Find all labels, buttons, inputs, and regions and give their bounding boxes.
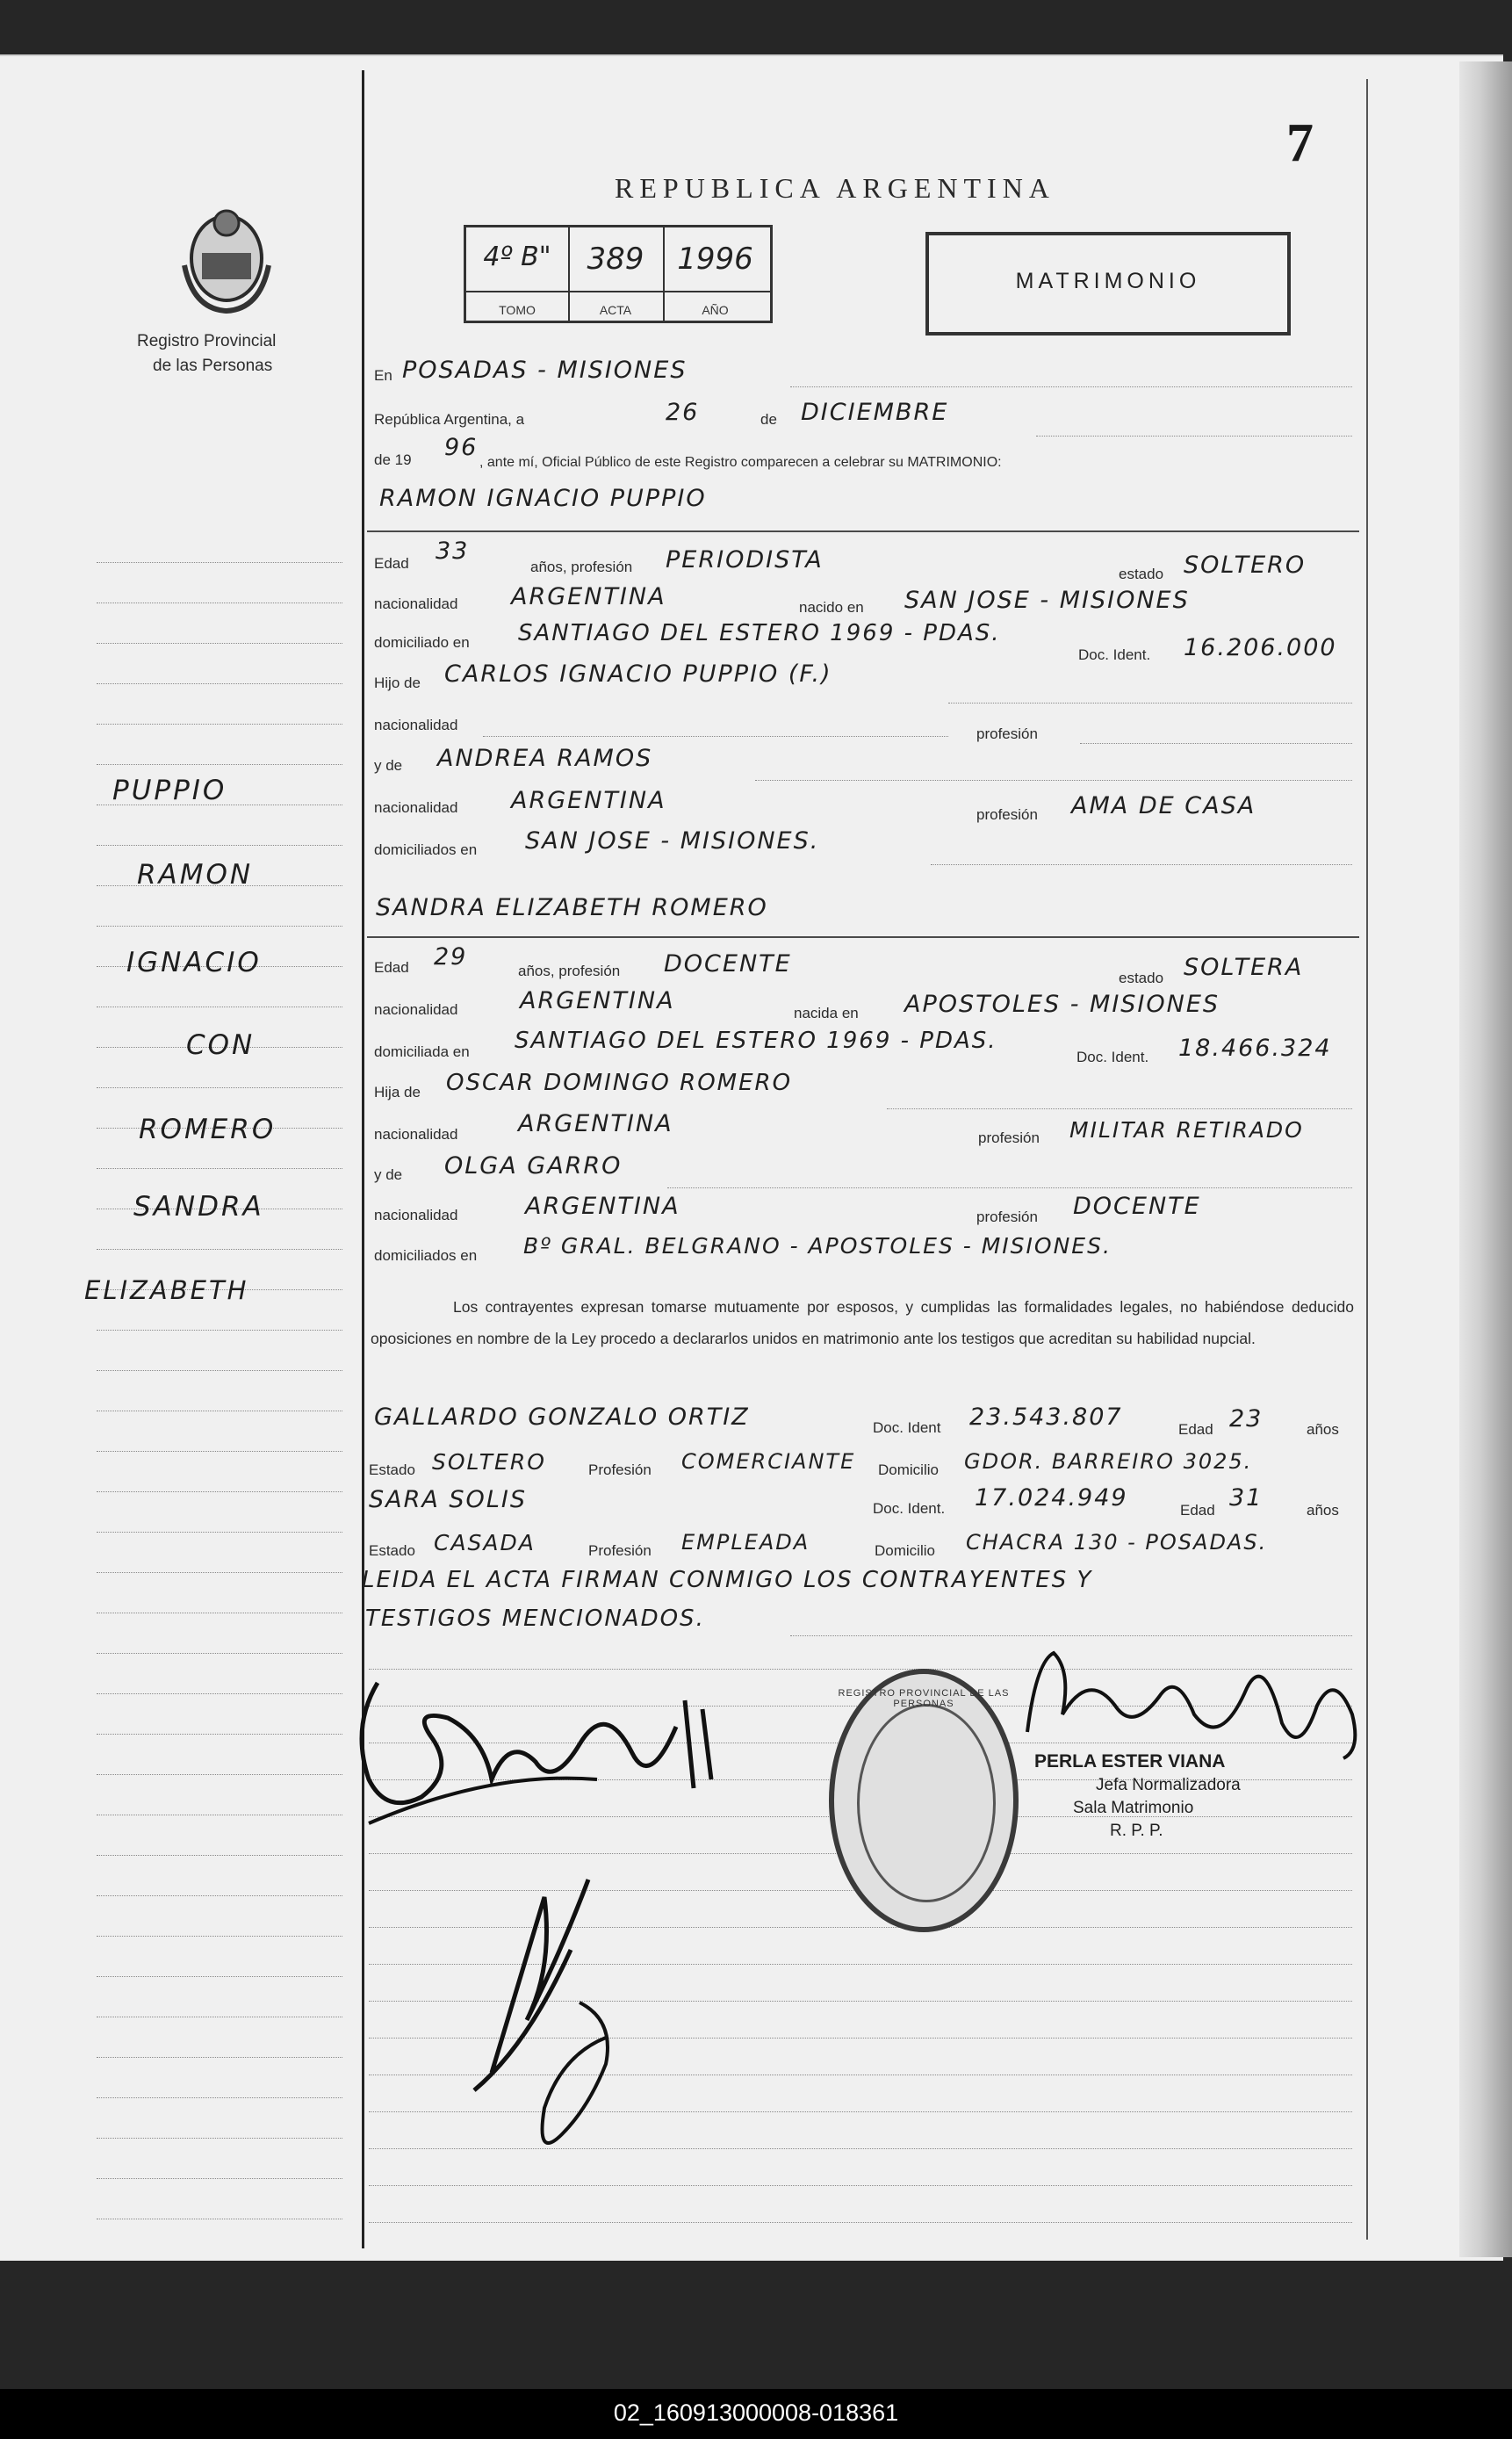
- margin-rule-line: [97, 1936, 342, 1937]
- witness-1-name: GALLARDO GONZALO ORTIZ: [374, 1404, 750, 1431]
- groom-nacido-label: nacido en: [799, 599, 864, 616]
- margin-rule-line: [97, 845, 342, 847]
- margin-rule-line: [97, 2017, 342, 2018]
- right-margin-line: [1366, 79, 1368, 2240]
- intro-month: DICIEMBRE: [801, 399, 949, 426]
- margin-rule-line: [97, 1168, 342, 1170]
- closing-line-1: LEIDA EL ACTA FIRMAN CONMIGO LOS CONTRAYENTES Y: [362, 1567, 1093, 1593]
- margin-rule-line: [97, 2138, 342, 2140]
- margin-rule-line: [97, 1734, 342, 1735]
- groom-nacido: SAN JOSE - MISIONES: [904, 587, 1190, 614]
- witness-1-estado: SOLTERO: [432, 1449, 546, 1475]
- witness-1-edad: 23: [1229, 1405, 1264, 1432]
- margin-rule-line: [97, 1087, 342, 1089]
- officer-title-3: R. P. P.: [1110, 1822, 1163, 1840]
- margin-rule-line: [97, 2057, 342, 2059]
- bride-hija-label: Hija de: [374, 1084, 421, 1100]
- groom-edad: 33: [436, 538, 470, 565]
- year-prefix: de 19: [374, 451, 412, 468]
- groom-madre: ANDREA RAMOS: [437, 745, 653, 772]
- witness-1-anios-label: años: [1307, 1421, 1339, 1438]
- margin-rule-line: [97, 1330, 342, 1331]
- groom-doc: 16.206.000: [1184, 634, 1337, 661]
- margin-rule-line: [97, 1249, 342, 1251]
- register-page: [0, 54, 1503, 2261]
- witness-1-estado-label: Estado: [369, 1461, 415, 1478]
- witness-2-dom: CHACRA 130 - POSADAS.: [966, 1530, 1268, 1555]
- margin-rule-line: [97, 764, 342, 766]
- bride-nacida-label: nacida en: [794, 1005, 859, 1021]
- intro-declaration: , ante mí, Oficial Público de este Registro comparecen a celebrar su MATRIMONIO:: [479, 455, 1002, 470]
- volume-box: [464, 225, 773, 323]
- groom-padres-dom-label: domiciliados en: [374, 841, 478, 858]
- signature-officer: [1019, 1635, 1370, 1767]
- acta-label: ACTA: [599, 303, 632, 317]
- intro-day: 26: [666, 399, 700, 426]
- margin-name-2: RAMON: [137, 859, 254, 891]
- witness-2-estado: CASADA: [434, 1530, 536, 1555]
- footer-bar: [0, 2389, 1512, 2439]
- witness-1-prof-label: Profesión: [588, 1461, 652, 1478]
- bride-estado: SOLTERA: [1184, 954, 1304, 981]
- margin-name-6: SANDRA: [133, 1191, 264, 1223]
- margin-rule-line: [97, 1774, 342, 1776]
- margin-rule-line: [97, 1653, 342, 1655]
- bride-name: SANDRA ELIZABETH ROMERO: [376, 894, 768, 921]
- bride-doc: 18.466.324: [1178, 1035, 1332, 1062]
- groom-dom-label: domiciliado en: [374, 634, 470, 651]
- page-number: 7: [1286, 113, 1314, 173]
- margin-rule-line: [97, 1895, 342, 1897]
- margin-rule-line: [97, 1411, 342, 1412]
- closing-line-2: TESTIGOS MENCIONADOS.: [365, 1606, 705, 1632]
- intro-year: 96: [444, 434, 479, 461]
- bride-padre-nac: ARGENTINA: [518, 1110, 673, 1137]
- anio-label: AÑO: [702, 303, 729, 317]
- witness-2-doc: 17.024.949: [975, 1484, 1128, 1512]
- intro-place: POSADAS - MISIONES: [402, 357, 688, 384]
- groom-padre-nac-label: nacionalidad: [374, 717, 458, 733]
- groom-name: RAMON IGNACIO PUPPIO: [379, 485, 707, 512]
- witness-1-doc: 23.543.807: [969, 1404, 1123, 1431]
- margin-rule-line: [97, 603, 342, 604]
- witness-2-prof: EMPLEADA: [681, 1530, 810, 1555]
- coat-of-arms-icon: [176, 204, 277, 318]
- republica-label: República Argentina, a: [374, 411, 525, 428]
- signature-groom: [316, 1648, 720, 1850]
- margin-name-4: CON: [186, 1029, 256, 1061]
- margin-rule-line: [97, 1370, 342, 1372]
- bride-nac-label: nacionalidad: [374, 1001, 458, 1018]
- bride-edad: 29: [434, 943, 468, 971]
- officer-title-1: Jefa Normalizadora: [1096, 1776, 1241, 1794]
- groom-estado-label: estado: [1119, 566, 1164, 582]
- margin-rule-line: [97, 2097, 342, 2099]
- stamp-text: REGISTRO PROVINCIAL DE LAS PERSONAS: [838, 1688, 1010, 1709]
- margin-rule-line: [97, 2219, 342, 2220]
- bride-nac: ARGENTINA: [520, 987, 675, 1014]
- de-label: de: [760, 411, 777, 428]
- bride-madre-nac: ARGENTINA: [525, 1193, 680, 1220]
- witness-2-dom-label: Domicilio: [875, 1542, 935, 1559]
- witness-1-doc-label: Doc. Ident: [873, 1419, 941, 1436]
- margin-rule-line: [97, 724, 342, 725]
- en-label: En: [374, 367, 392, 384]
- groom-profesion-label: años, profesión: [530, 559, 633, 575]
- witness-2-estado-label: Estado: [369, 1542, 415, 1559]
- groom-madre-nac: ARGENTINA: [511, 787, 666, 814]
- bride-madre-nac-label: nacionalidad: [374, 1207, 458, 1223]
- groom-madre-prof: AMA DE CASA: [1071, 792, 1256, 819]
- groom-padres-dom: SAN JOSE - MISIONES.: [525, 827, 820, 855]
- anio-value: 1996: [677, 242, 753, 277]
- bride-doc-label: Doc. Ident.: [1076, 1049, 1149, 1065]
- margin-name-3: IGNACIO: [126, 947, 262, 978]
- bride-padre-prof: MILITAR RETIRADO: [1069, 1117, 1304, 1143]
- margin-rule-line: [97, 562, 342, 564]
- witness-1-edad-label: Edad: [1178, 1421, 1213, 1438]
- margin-rule-line: [97, 1693, 342, 1695]
- witness-1-dom: GDOR. BARREIRO 3025.: [964, 1449, 1253, 1474]
- margin-rule-line: [97, 1572, 342, 1574]
- document-type-box: [925, 232, 1291, 336]
- groom-madre-nac-label: nacionalidad: [374, 799, 458, 816]
- official-stamp: [829, 1669, 1019, 1932]
- groom-estado: SOLTERO: [1184, 552, 1307, 579]
- acta-value: 389: [587, 242, 644, 277]
- groom-nac-label: nacionalidad: [374, 595, 458, 612]
- groom-padre: CARLOS IGNACIO PUPPIO (F.): [444, 660, 832, 688]
- document-title: REPUBLICA ARGENTINA: [615, 172, 1055, 204]
- tomo-value: 4º B": [483, 242, 551, 272]
- margin-rule-line: [97, 926, 342, 927]
- footer-id: 02_160913000008-018361: [613, 2399, 899, 2426]
- margin-rule-line: [97, 1007, 342, 1008]
- margin-rule-line: [97, 1451, 342, 1453]
- registry-line-1: Registro Provincial: [137, 332, 277, 350]
- bride-padre-nac-label: nacionalidad: [374, 1126, 458, 1143]
- margin-name-5: ROMERO: [139, 1114, 277, 1145]
- margin-rule-line: [97, 1855, 342, 1857]
- groom-madre-label: y de: [374, 757, 403, 774]
- bride-dom-label: domiciliada en: [374, 1043, 470, 1060]
- bride-madre-prof-label: profesión: [976, 1209, 1038, 1225]
- groom-padre-prof-label: profesión: [976, 725, 1038, 742]
- officer-name: PERLA ESTER VIANA: [1034, 1751, 1226, 1772]
- witness-2-prof-label: Profesión: [588, 1542, 652, 1559]
- bride-profesion: DOCENTE: [664, 950, 792, 978]
- bride-padres-dom-label: domiciliados en: [374, 1247, 478, 1264]
- groom-domicilio: SANTIAGO DEL ESTERO 1969 - PDAS.: [518, 620, 1001, 646]
- witness-2-anios-label: años: [1307, 1502, 1339, 1519]
- witness-2-edad-label: Edad: [1180, 1502, 1215, 1519]
- tomo-label: TOMO: [499, 303, 536, 317]
- margin-rule-line: [97, 683, 342, 685]
- bride-padre-prof-label: profesión: [978, 1129, 1040, 1146]
- groom-nac: ARGENTINA: [511, 583, 666, 610]
- bride-madre-label: y de: [374, 1166, 403, 1183]
- bride-nacida: APOSTOLES - MISIONES: [904, 991, 1220, 1018]
- margin-rule-line: [97, 643, 342, 645]
- witness-2-edad: 31: [1229, 1484, 1264, 1512]
- bride-padre: OSCAR DOMINGO ROMERO: [446, 1070, 793, 1096]
- groom-edad-label: Edad: [374, 555, 409, 572]
- bride-madre-prof: DOCENTE: [1073, 1193, 1201, 1220]
- bride-madre: OLGA GARRO: [444, 1152, 623, 1180]
- groom-profesion: PERIODISTA: [666, 546, 824, 574]
- bride-edad-label: Edad: [374, 959, 409, 976]
- bride-domicilio: SANTIAGO DEL ESTERO 1969 - PDAS.: [515, 1028, 997, 1054]
- witness-1-dom-label: Domicilio: [878, 1461, 939, 1478]
- witness-1-prof: COMERCIANTE: [681, 1449, 856, 1474]
- margin-divider: [362, 70, 364, 2248]
- signature-bride: [439, 1844, 667, 2161]
- registry-line-2: de las Personas: [153, 357, 273, 375]
- groom-madre-prof-label: profesión: [976, 806, 1038, 823]
- page-edge: [1459, 61, 1512, 2257]
- margin-rule-line: [97, 1613, 342, 1614]
- margin-name-1: PUPPIO: [112, 775, 227, 806]
- margin-rule-line: [97, 1532, 342, 1533]
- margin-rule-line: [97, 2178, 342, 2180]
- witness-2-name: SARA SOLIS: [369, 1486, 527, 1513]
- margin-name-7: ELIZABETH: [84, 1275, 249, 1305]
- witness-2-doc-label: Doc. Ident.: [873, 1500, 946, 1517]
- groom-hijo-label: Hijo de: [374, 675, 421, 691]
- bride-padres-dom: Bº GRAL. BELGRANO - APOSTOLES - MISIONES.: [523, 1233, 1112, 1259]
- declaration-text: Los contrayentes expresan tomarse mutuamente por esposos, y cumplidas las formalidades legales, no habiéndose deducido oposiciones en nombre de la Ley procedo a declararlos unidos en matrimonio ante los testigos que acreditan su habilidad nupcial.: [371, 1298, 1354, 1347]
- margin-rule-line: [97, 1491, 342, 1493]
- bride-estado-label: estado: [1119, 970, 1164, 986]
- document-type: MATRIMONIO: [1015, 269, 1201, 293]
- officer-block: [1034, 1751, 1241, 1844]
- body-rule-line: [369, 2222, 1352, 2224]
- officer-title-2: Sala Matrimonio: [1073, 1799, 1194, 1817]
- margin-rule-line: [97, 1976, 342, 1978]
- bride-profesion-label: años, profesión: [518, 963, 621, 979]
- margin-rule-line: [97, 1815, 342, 1816]
- body-rule-line: [369, 2185, 1352, 2187]
- groom-doc-label: Doc. Ident.: [1078, 646, 1151, 663]
